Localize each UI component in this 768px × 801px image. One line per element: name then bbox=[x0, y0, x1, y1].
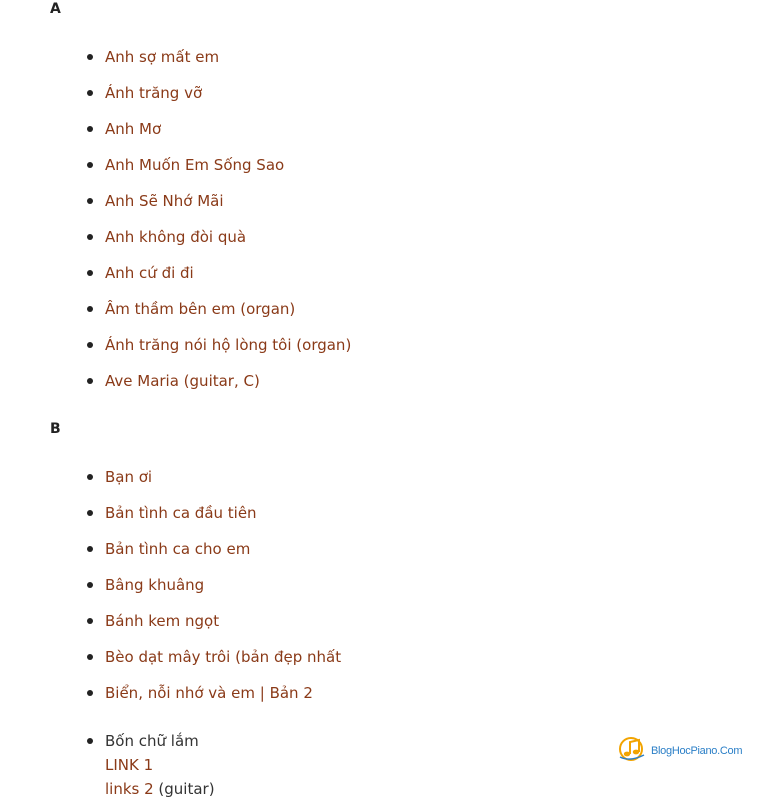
list-item bbox=[0, 573, 341, 609]
song-link[interactable]: Anh cứ đi đi bbox=[105, 264, 194, 282]
bullet bbox=[87, 54, 93, 60]
bullet bbox=[87, 738, 93, 744]
bullet bbox=[87, 654, 93, 660]
list-item bbox=[0, 369, 351, 405]
bullet bbox=[87, 126, 93, 132]
list-item bbox=[0, 609, 341, 645]
song-link[interactable]: Ánh trăng vỡ bbox=[105, 84, 203, 102]
bullet bbox=[87, 198, 93, 204]
bullet bbox=[87, 162, 93, 168]
list-item bbox=[0, 81, 351, 117]
bullet bbox=[87, 474, 93, 480]
bullet bbox=[87, 582, 93, 588]
song-link[interactable]: Biển, nỗi nhớ và em | Bản 2 bbox=[105, 684, 313, 702]
list-item bbox=[0, 465, 341, 501]
bullet bbox=[87, 342, 93, 348]
list-item bbox=[0, 645, 341, 681]
song-link[interactable]: Bánh kem ngọt bbox=[105, 612, 220, 630]
list-item-multi bbox=[0, 729, 215, 801]
link-2-suffix: (guitar) bbox=[153, 780, 215, 798]
bullet bbox=[87, 306, 93, 312]
bullet bbox=[87, 378, 93, 384]
bullet bbox=[87, 510, 93, 516]
bullet bbox=[87, 234, 93, 240]
list-item bbox=[0, 225, 351, 261]
link-2[interactable]: links 2 bbox=[105, 780, 154, 798]
list-item bbox=[0, 261, 351, 297]
link-1[interactable]: LINK 1 bbox=[105, 756, 154, 774]
song-link[interactable]: Anh sợ mất em bbox=[105, 48, 220, 66]
bullet bbox=[87, 546, 93, 552]
bullet bbox=[87, 618, 93, 624]
list-item bbox=[0, 537, 341, 573]
song-link[interactable]: Âm thầm bên em (organ) bbox=[105, 300, 296, 318]
song-link[interactable]: Anh Muốn Em Sống Sao bbox=[105, 156, 285, 174]
list-item bbox=[0, 45, 351, 81]
song-link[interactable]: Bạn ơi bbox=[105, 468, 153, 486]
logo-text: BlogHocPiano.Com bbox=[651, 745, 743, 757]
list-item bbox=[0, 297, 351, 333]
bullet bbox=[87, 690, 93, 696]
song-link[interactable]: Bèo dạt mây trôi (bản đẹp nhất bbox=[105, 648, 342, 666]
song-link[interactable]: Bản tình ca cho em bbox=[105, 540, 251, 558]
song-link[interactable]: Anh Mơ bbox=[105, 120, 162, 138]
bullet bbox=[87, 90, 93, 96]
song-link[interactable]: Anh Sẽ Nhớ Mãi bbox=[105, 192, 224, 210]
music-notes-icon bbox=[618, 735, 648, 767]
section-heading-b: B bbox=[50, 421, 61, 437]
song-link[interactable]: Bâng khuâng bbox=[105, 576, 205, 594]
song-link[interactable]: Anh không đòi quà bbox=[105, 228, 247, 246]
list-item bbox=[0, 501, 341, 537]
song-link[interactable]: Ánh trăng nói hộ lòng tôi (organ) bbox=[105, 336, 352, 354]
song-list-b-extra bbox=[0, 729, 215, 801]
song-list-b bbox=[0, 465, 341, 717]
song-title: Bốn chữ lắm bbox=[105, 732, 199, 750]
list-item bbox=[0, 153, 351, 189]
list-item bbox=[0, 681, 341, 717]
list-item bbox=[0, 189, 351, 225]
song-list-a bbox=[0, 45, 351, 405]
bullet bbox=[87, 270, 93, 276]
section-heading-a: A bbox=[50, 1, 61, 17]
song-link[interactable]: Ave Maria (guitar, C) bbox=[105, 372, 260, 390]
song-link[interactable]: Bản tình ca đầu tiên bbox=[105, 504, 257, 522]
site-logo bbox=[618, 737, 742, 765]
list-item bbox=[0, 117, 351, 153]
list-item bbox=[0, 333, 351, 369]
